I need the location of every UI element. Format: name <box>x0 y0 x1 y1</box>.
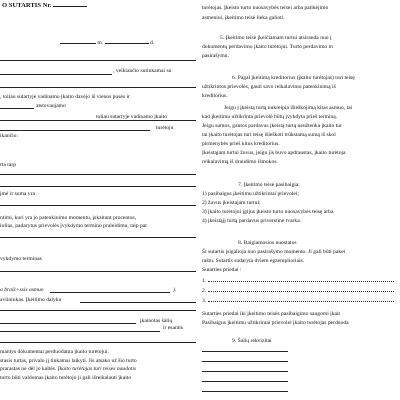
para-6-line-b <box>0 310 196 311</box>
requisites-line-1 <box>202 351 288 352</box>
appendix-3-num: 3. <box>202 298 207 304</box>
right-column <box>202 0 400 400</box>
right-para-2a: 5. Įkeitimo teisė įkeičiamam turtui atsiranda nuo į <box>220 35 332 41</box>
party-line-3 <box>0 87 196 88</box>
para-3-line <box>0 237 196 238</box>
pledgee-line: toliau sutartyje vadinamo įkaito <box>96 114 167 120</box>
right-para-1b: asmeniui, įkeitimo teisė lieka galioti. <box>202 15 285 21</box>
right-para-4b: kad įkeitimu užtikrinta prievolė būtų įvykdyta prieš terminą. <box>202 114 338 120</box>
section-8-text-b: raštu. Sutartis sudaryta dviem egzemplioriais. <box>202 258 305 264</box>
section-9-heading: 9. Šalių rekvizitai <box>232 338 272 344</box>
section-7-item-1: 1) pasibaigus įkeitimu užtikrintai prievolei; <box>202 191 299 197</box>
section-7-heading: 7. Įkeitimo teisė pasibaigia: <box>238 182 300 188</box>
right-para-4e: pirmenybės prieš kitus kreditorius. <box>202 141 280 147</box>
para-5: a braiż+ssis asmuo <box>0 287 44 293</box>
para-7-line-a <box>0 323 136 324</box>
month-blank <box>105 39 149 44</box>
right-para-4f: Įkeistąjam turtui žuvus, jeigu jis buvo apdraustas, įkaito turėtoja <box>202 150 346 156</box>
date-line <box>60 39 154 47</box>
appendix-2-blank <box>208 287 394 292</box>
section-8-text-a: Ši sutartis įsigalioja nuo pasirašymo momento. Ji gali būti pakei <box>202 249 346 255</box>
section-7-item-3: 3) įkaito turėtojui įgijus įkeisto turto nuosavybės teisę arba <box>202 209 334 215</box>
para-2: įmė ir suma yra <box>0 191 35 197</box>
section-7-item-2: 2) žuvus įkeistajam turtui; <box>202 200 261 206</box>
seller-suffix: , veikiančio sutinkamai su <box>113 68 172 74</box>
appendix-label: Sutarties priedai : <box>202 267 242 273</box>
para-1: rta tarp <box>0 162 16 168</box>
right-para-2b: dokumentų perdavimo įkaito turėtojui. Turto perdavimo m <box>202 44 333 50</box>
party-line-1 <box>0 60 196 61</box>
requisites-line-5 <box>202 391 288 392</box>
section-7-item-4: 4) įkeistąjį turtą pardavus priverstine tvarka. <box>202 218 302 224</box>
right-para-3a: 6. Pagal įkeitimą kreditorius (įkaito turėtojas) turi teisę <box>232 75 355 81</box>
contract-number-blank <box>53 2 87 7</box>
para-5-close: ). <box>173 287 177 293</box>
appendix-1-blank <box>208 277 394 282</box>
para-6: aviininkas. Įkeitimo dalyku <box>0 297 62 303</box>
right-para-4a: Jeigu į įkeistą turtą nukreipia išieškojimą kitas asmuo, tai <box>224 105 353 111</box>
para-9c-text: Įkaito turėtojas turi teises naudotis <box>57 366 137 372</box>
para-9b-text: prarastas ne dėl jo kaltės. <box>0 366 57 372</box>
contract-title <box>2 2 87 10</box>
requisites-line-2 <box>202 361 288 362</box>
right-para-4c: Jeigu sumos, gautos pardavus įkeistą turtą neužtenka įkaito tur <box>202 123 342 129</box>
seller-line-2: , toliau sutartyje vadinamo įkaito davėjo iš vienos pusės ir <box>0 94 130 100</box>
appendix-2-num: 2. <box>202 288 207 294</box>
para-7a: įkainotas šalių <box>140 318 173 324</box>
para-9d: turto būti valdomas įkaito turėtojo ji gali išreikalauti įkaito <box>0 375 132 381</box>
party-line-4 <box>0 108 34 109</box>
year-blank <box>60 39 96 44</box>
para-1-line-a <box>0 174 196 175</box>
right-para-1a: turėtojas. Įkeisto turto nuosavybės teisei arba patikėjimo <box>202 5 329 11</box>
para-7-line-b <box>0 331 160 332</box>
para-1-line-b <box>0 186 196 187</box>
party-line-2 <box>0 74 112 75</box>
right-para-4d: tai įkaito turėtojas turi teisę išieškoti trūkstamą sumą iš skol <box>202 132 336 138</box>
right-para-4g: reikalavimą iš draudimo išmokos. <box>202 159 278 165</box>
para-2-line <box>0 205 196 206</box>
right-para-2c: pasirašymu. <box>202 53 229 59</box>
para-3a: ntimi, kuri yra jo patenkinimo momentu, įskaitant procentus, <box>0 215 137 221</box>
seller-line-3: atstovaujamo <box>36 103 66 109</box>
appendix-storage-b: Pasibaigus įkeitimu užtikrintai prievolei įkaito turėtojas perduoda <box>202 320 349 326</box>
pledgee-line-3: ikančio: <box>0 133 19 139</box>
left-column <box>0 0 196 400</box>
month-label: m. <box>97 40 104 46</box>
appendix-3-blank <box>208 297 394 302</box>
right-para-3b: užtikrintos prievolės, gauti savo reikalavimo patenkinimą iš <box>202 84 336 90</box>
appendix-1-num: 1. <box>202 278 207 284</box>
appendix-storage-a: Sutarties priedai iki įkeitimo teisės pasibaigimo saugomi įkait <box>202 311 341 317</box>
right-para-3c: kreditorius. <box>202 93 228 99</box>
para-7b: ir esantis <box>163 325 184 331</box>
para-6-line <box>80 302 196 303</box>
para-4: vykdymo terminas <box>0 256 42 262</box>
contract-title-text: O SUTARTIS Nr. <box>2 2 52 9</box>
para-9a: stasis turtas, privalo jį tinkamai laikyti. Jis atsako už šio turto <box>0 358 137 364</box>
appendix-item-2 <box>202 287 394 295</box>
appendix-item-3 <box>202 297 394 305</box>
requisites-line-3 <box>202 371 288 372</box>
para-4-line <box>0 271 196 272</box>
para-3b: iolius, padarytus prievolės įvykdymo termino praleidimu, taip pat <box>0 223 147 229</box>
para-8: mantys dokumentai perduodama įkaito turėtojui. <box>0 349 109 355</box>
appendix-item-1 <box>202 277 394 285</box>
day-label: d. <box>149 40 155 46</box>
party-line-6 <box>0 130 150 131</box>
requisites-line-4 <box>202 381 288 382</box>
pledgee-line-2: turėtoju <box>156 125 174 131</box>
para-7-line-c <box>0 342 196 343</box>
para-9b <box>0 366 136 373</box>
para-5-line <box>50 292 170 293</box>
section-8-heading: 8. Baigiamosios nuostatos <box>238 240 297 246</box>
